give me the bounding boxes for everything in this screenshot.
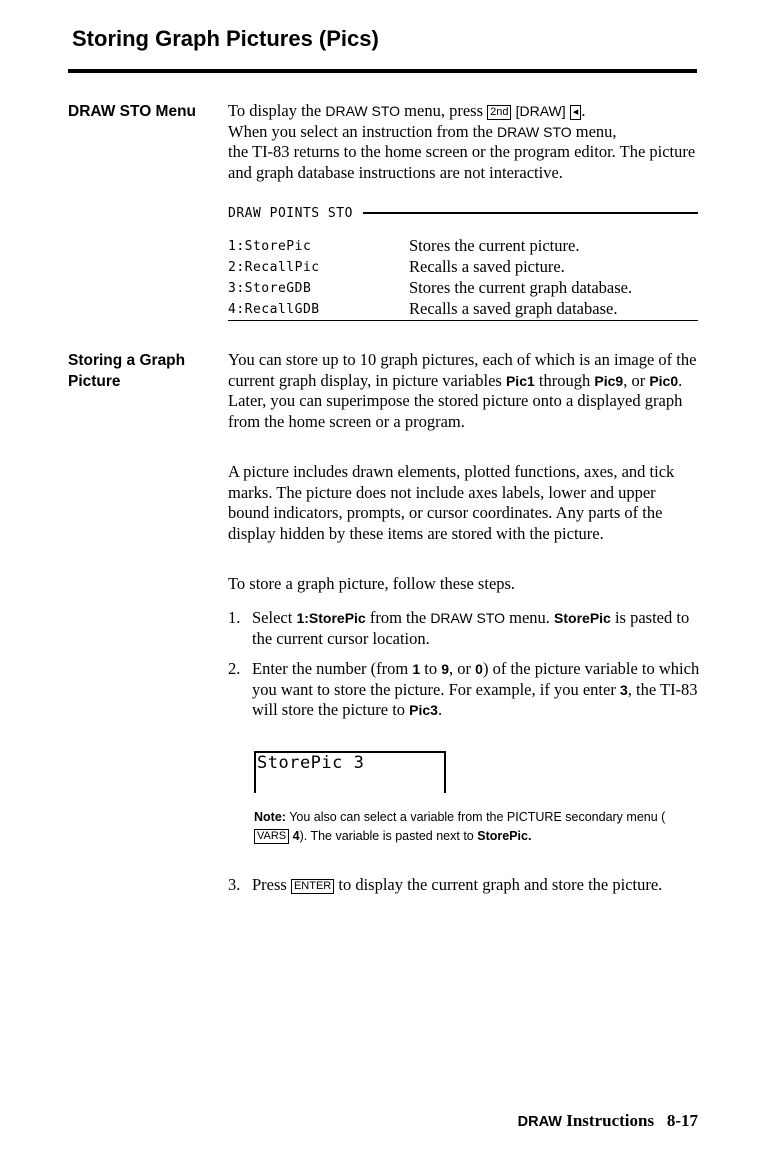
section-heading-draw-sto-menu: DRAW STO Menu — [68, 103, 197, 120]
menu-row — [228, 257, 698, 278]
menu-item-code: 1:StorePic — [228, 239, 312, 254]
key-2nd: 2nd — [487, 105, 511, 120]
storing-intro-paragraph: You can store up to 10 graph pictures, each of which is an image of the current graph display, in picture variables Pic1 through Pic9, or Pic0. Later, you can superimpose the stored picture onto a displayed graph from the home screen or a program. — [228, 350, 697, 431]
menu-row — [228, 278, 698, 299]
step-3: 3. Press ENTER to display the current graph and store the picture. — [228, 875, 663, 894]
left-arrow-key-icon: ◂ — [570, 105, 582, 120]
menu-item-desc: Recalls a saved graph database. — [409, 299, 618, 318]
note: Note: You also can select a variable from the PICTURE secondary menu (VARS 4). The variable is pasted next to StorePic. — [254, 810, 666, 843]
section-heading-storing-graph-picture: Storing a Graph Picture — [68, 352, 186, 390]
menu-item-code: 3:StoreGDB — [228, 281, 312, 296]
draw-sto-intro-paragraph: To display the DRAW STO menu, press 2nd [DRAW] ◂ . When you select an instruction from the DRAW STO menu, the TI-83 returns to the home screen or the program editor. The picture and graph database instructions are not interactive. — [228, 101, 696, 182]
title-rule — [68, 69, 697, 73]
steps-intro-paragraph: To store a graph picture, follow these steps. — [228, 574, 516, 593]
draw-sto-menu-table — [228, 206, 698, 321]
menu-item-desc: Recalls a saved picture. — [409, 257, 565, 276]
calculator-screen — [254, 751, 446, 793]
page-title: Storing Graph Pictures (Pics) — [72, 26, 379, 51]
menu-item-desc: Stores the current graph database. — [409, 278, 633, 297]
menu-header: DRAW POINTS STO — [228, 206, 363, 221]
menu-bottom-rule — [228, 320, 698, 321]
page-footer: DRAW Instructions 8-17 — [517, 1111, 698, 1130]
picture-includes-paragraph: A picture includes drawn elements, plotted functions, axes, and tick marks. The picture does not include axes labels, lower and upper bound indicators, prompts, or cursor coordinates. Any parts of the display hidden by these items are stored with the picture. — [228, 462, 675, 543]
menu-item-desc: Stores the current picture. — [409, 236, 580, 255]
screen-text: StorePic 3 — [257, 753, 365, 773]
key-vars: VARS — [254, 829, 289, 844]
menu-item-code: 2:RecallPic — [228, 260, 320, 275]
menu-row — [228, 299, 698, 320]
menu-item-code: 4:RecallGDB — [228, 302, 320, 317]
step-2: 2. Enter the number (from 1 to 9, or 0) of the picture variable to which you want to store the picture. For example, if you enter 3, the TI-83 will store the picture to Pic3. — [228, 659, 700, 719]
menu-row — [228, 236, 698, 257]
key-enter: ENTER — [291, 879, 334, 894]
page-number: 8-17 — [666, 1111, 698, 1130]
step-1: 1. Select 1:StorePic from the DRAW STO menu. StorePic is pasted to the current cursor location. — [228, 608, 690, 648]
